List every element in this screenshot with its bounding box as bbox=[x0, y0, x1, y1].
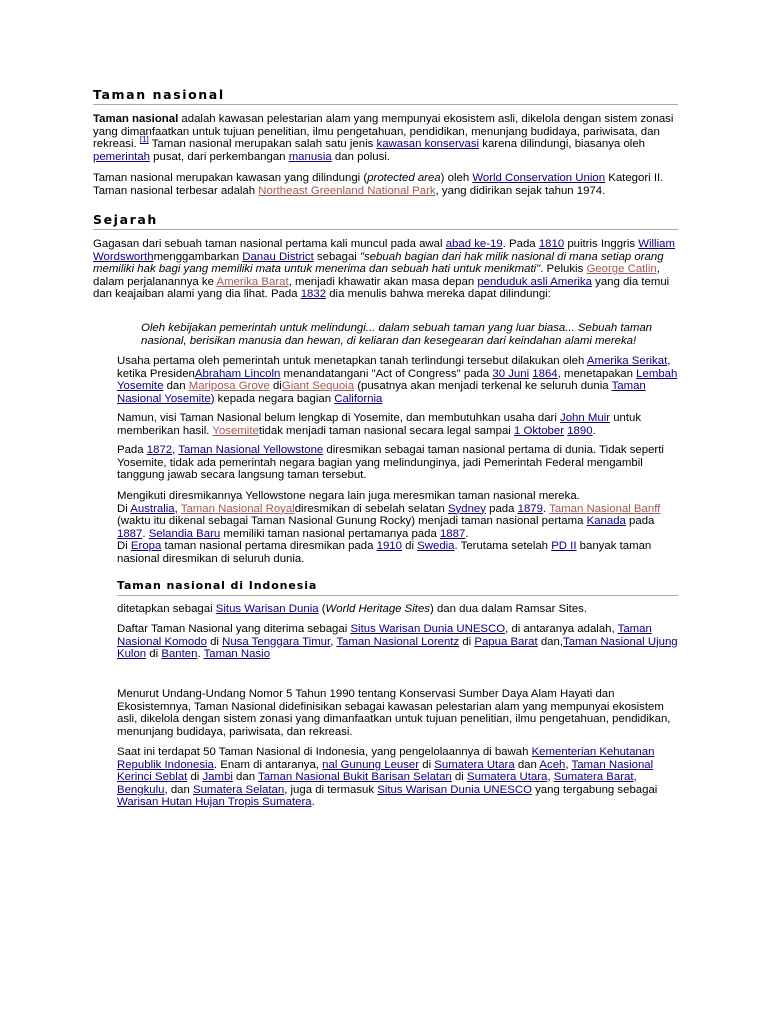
text: . Pada bbox=[502, 238, 539, 250]
link-1879[interactable]: 1879 bbox=[517, 502, 543, 515]
text: memiliki taman nasional pertamanya pada bbox=[220, 527, 440, 540]
text: karena dilindungi, biasanya oleh bbox=[479, 138, 645, 151]
link-sumatera-barat[interactable]: Sumatera Barat bbox=[553, 771, 634, 784]
link-danau-district[interactable]: Danau District bbox=[242, 250, 314, 263]
link-papua-barat[interactable]: Papua Barat bbox=[474, 635, 538, 648]
text: Gagasan dari sebuah taman nasional pertama kali muncul pada awal bbox=[93, 238, 446, 250]
italic-text: protected area bbox=[367, 172, 441, 184]
text: yang tergabung sebagai bbox=[531, 783, 658, 796]
text: , ketika Presiden bbox=[117, 355, 671, 380]
text: tidak menjadi taman nasional secara legal sampai bbox=[258, 424, 514, 437]
text: , di antaranya adalah, bbox=[505, 623, 618, 635]
text: untuk memberikan hasil. bbox=[117, 412, 642, 437]
link-mariposa-grove[interactable]: Mariposa Grove bbox=[188, 380, 270, 393]
link-situs-warisan-dunia[interactable]: Situs Warisan Dunia bbox=[215, 603, 319, 615]
link-manusia[interactable]: manusia bbox=[288, 150, 332, 163]
text: pada bbox=[485, 502, 518, 515]
link-1832[interactable]: 1832 bbox=[300, 288, 327, 301]
indonesia-paragraph-3: Menurut Undang-Undang Nomor 5 Tahun 1990 tentang Konservasi Sumber Daya Alam Hayati dan Ekosistemnya, Taman Nasional didefinisikan sebagai kawasan pelestarian alam yang mempunyai ekosistem asli, dikelola dengan sistem zonasi yang dimanfaatkan untuk tujuan penelitian, ilmu pengetahuan, pendidikan, menunjang budidaya, pariwisata, dan rekreasi. bbox=[117, 688, 671, 738]
text: Taman nasional merupakan salah satu jenis bbox=[148, 138, 377, 151]
link-1-oktober[interactable]: 1 Oktober bbox=[514, 424, 565, 437]
text: di bbox=[146, 648, 162, 661]
text: Daftar Taman Nasional yang diterima sebagai bbox=[117, 623, 351, 635]
link-george-catlin[interactable]: George Catlin bbox=[586, 263, 657, 276]
text: puitris Inggris bbox=[564, 238, 639, 250]
link-bengkulu[interactable]: Bengkulu bbox=[117, 783, 165, 796]
link-amerika-barat[interactable]: Amerika Barat bbox=[216, 275, 289, 288]
text: Di bbox=[117, 502, 131, 515]
link-california[interactable]: California bbox=[334, 392, 383, 405]
text: , dalam perjalanannya ke bbox=[93, 263, 660, 288]
link-australia[interactable]: Australia bbox=[130, 502, 175, 515]
text: Pada bbox=[117, 444, 147, 456]
link-situs-warisan-dunia-unesco[interactable]: Situs Warisan Dunia UNESCO bbox=[350, 623, 506, 635]
link-pd-ii[interactable]: PD II bbox=[551, 540, 577, 553]
text: ( bbox=[318, 603, 326, 615]
link-pemerintah[interactable]: pemerintah bbox=[93, 150, 150, 163]
link-1864[interactable]: 1864 bbox=[532, 367, 558, 380]
text: Kategori II. Taman nasional terbesar adalah bbox=[93, 172, 664, 197]
text: pada bbox=[625, 515, 655, 528]
link-sumatera-utara-a[interactable]: Sumatera Utara bbox=[434, 758, 515, 771]
text: . bbox=[465, 527, 469, 540]
link-abraham-lincoln[interactable]: Abraham Lincoln bbox=[194, 367, 281, 380]
history-paragraph-2 bbox=[117, 355, 678, 405]
link-sumatera-utara-b[interactable]: Sumatera Utara bbox=[466, 771, 548, 784]
link-sydney[interactable]: Sydney bbox=[447, 502, 486, 515]
history-paragraph-5 bbox=[117, 490, 678, 566]
link-taman-nasional-kerinci-seblat[interactable]: Taman Nasional Kerinci Seblat bbox=[117, 758, 654, 784]
link-amerika-serikat[interactable]: Amerika Serikat bbox=[586, 355, 668, 367]
link-kawasan-konservasi[interactable]: kawasan konservasi bbox=[376, 138, 480, 151]
intro-bold-term: Taman nasional bbox=[93, 113, 179, 125]
text: . Terutama setelah bbox=[454, 540, 552, 553]
link-lembah-yosemite[interactable]: Lembah Yosemite bbox=[117, 367, 678, 393]
link-swedia[interactable]: Swedia bbox=[417, 540, 455, 553]
italic-text: World Heritage Sites bbox=[325, 603, 430, 615]
text: yang dia temui dan keajaiban alami yang dia lihat. Pada bbox=[93, 275, 670, 301]
indonesia-paragraph-4 bbox=[117, 746, 678, 809]
text: , bbox=[330, 635, 337, 648]
text: di bbox=[419, 758, 435, 771]
link-30-juni[interactable]: 30 Juni bbox=[492, 367, 530, 380]
link-1887-b[interactable]: 1887 bbox=[439, 527, 466, 540]
iucn-paragraph bbox=[93, 172, 678, 197]
text: . bbox=[311, 796, 315, 809]
section-heading-sejarah: Sejarah bbox=[93, 214, 678, 230]
link-taman-nasional-lorentz[interactable]: Taman Nasional Lorentz bbox=[336, 635, 460, 648]
reference-link[interactable]: [1] bbox=[139, 135, 149, 145]
catlin-quote: Oleh kebijakan pemerintah untuk melindungi... dalam sebuah taman yang luar biasa... Sebuah taman nasional, berisikan manusia dan hewan, di keliaran dan kesegearan dari keindahan alami mereka! bbox=[141, 322, 652, 347]
link-sumatera-selatan[interactable]: Sumatera Selatan bbox=[193, 783, 285, 796]
text: ditetapkan sebagai bbox=[117, 603, 216, 615]
text: Saat ini terdapat 50 Taman Nasional di Indonesia, yang pengelolaannya di bawah bbox=[117, 746, 532, 758]
link-nal-gunung-leuser[interactable]: nal Gunung Leuser bbox=[322, 758, 420, 771]
history-paragraph-1 bbox=[93, 238, 678, 301]
text: menggambarkan bbox=[153, 250, 243, 263]
text: ) dan dua dalam Ramsar Sites. bbox=[430, 603, 588, 615]
text: dan bbox=[232, 771, 259, 784]
link-kementerian-kehutanan[interactable]: Kementerian Kehutanan Republik Indonesia bbox=[117, 746, 655, 771]
link-jambi[interactable]: Jambi bbox=[202, 771, 233, 784]
text: di bbox=[187, 771, 203, 784]
text: . bbox=[542, 502, 550, 515]
link-warisan-hutan-hujan-tropis-sumatera[interactable]: Warisan Hutan Hujan Tropis Sumatera bbox=[117, 796, 312, 809]
text: . Pelukis bbox=[540, 263, 587, 276]
intro-paragraph bbox=[93, 113, 678, 163]
text: , menetapakan bbox=[557, 367, 637, 380]
indonesia-paragraph-2 bbox=[117, 623, 678, 661]
link-taman-nasional-komodo[interactable]: Taman Nasional Komodo bbox=[117, 623, 652, 648]
text: , bbox=[633, 771, 637, 784]
text: (pusatnya akan menjadi terkenal ke seluruh dunia bbox=[354, 380, 612, 393]
text: (waktu itu dikenal sebagai Taman Nasional Gunung Rocky) menjadi taman nasional pertama bbox=[117, 515, 587, 528]
text: taman nasional pertama diresmikan pada bbox=[161, 540, 377, 553]
section-heading-indonesia: Taman nasional di Indonesia bbox=[117, 580, 678, 596]
text: Namun, visi Taman Nasional belum lengkap di Yosemite, dan membutuhkan usaha dari bbox=[117, 412, 561, 424]
link-yosemite[interactable]: Yosemite bbox=[212, 424, 259, 437]
text: banyak taman nasional diresmikan di seluruh dunia. bbox=[117, 540, 652, 565]
text: adalah kawasan pelestarian alam yang mempunyai ekosistem asli, dikelola dengan sistem zonasi yang dimanfaatkan untuk tujuan penelitian, ilmu pengetahuan, pendidikan, menunjang budidaya, pariwisata, dan rekreasi. bbox=[93, 113, 674, 151]
link-aceh[interactable]: Aceh bbox=[539, 758, 566, 771]
text: , dan bbox=[164, 783, 193, 796]
link-taman-nasional-yellowstone[interactable]: Taman Nasional Yellowstone bbox=[178, 444, 324, 456]
link-taman-nasio[interactable]: Taman Nasio bbox=[203, 648, 271, 661]
link-kanada[interactable]: Kanada bbox=[586, 515, 626, 528]
link-eropa[interactable]: Eropa bbox=[130, 540, 162, 553]
text: , bbox=[547, 771, 554, 784]
link-taman-nasional-yosemite[interactable]: Taman Nasional Yosemite bbox=[117, 380, 646, 405]
link-taman-nasional-bukit-barisan-selatan[interactable]: Taman Nasional Bukit Barisan Selatan bbox=[258, 771, 452, 784]
link-1872[interactable]: 1872 bbox=[146, 444, 173, 456]
link-1887-a[interactable]: 1887 bbox=[117, 527, 143, 540]
text: menandatangani "Act of Congress" pada bbox=[280, 367, 493, 380]
link-1910[interactable]: 1910 bbox=[376, 540, 402, 553]
text: Mengikuti diresmikannya Yellowstone negara lain juga meresmikan taman nasional mereka. bbox=[117, 490, 580, 502]
link-john-muir[interactable]: John Muir bbox=[560, 412, 611, 424]
link-1890[interactable]: 1890 bbox=[567, 424, 593, 437]
text: dan bbox=[514, 758, 540, 771]
text: , juga di termasuk bbox=[284, 783, 378, 796]
text: Taman nasional merupakan kawasan yang dilindungi ( bbox=[93, 172, 368, 184]
text: dan, bbox=[537, 635, 564, 648]
link-taman-nasional-banff[interactable]: Taman Nasional Banff bbox=[549, 502, 661, 515]
text: . bbox=[142, 527, 149, 540]
text: Usaha pertama oleh pemerintah untuk menetapkan tanah terlindungi tersebut dilakukan oleh bbox=[117, 355, 587, 367]
text: sebagai bbox=[313, 250, 360, 263]
link-william-wordsworth[interactable]: William Wordsworth bbox=[93, 238, 675, 263]
text: dia menulis bahwa mereka dapat dilindungi: bbox=[326, 288, 551, 301]
link-giant-sequoia[interactable]: Giant Sequoia bbox=[281, 380, 355, 393]
text: dan polusi. bbox=[331, 150, 391, 163]
text: , yang didirikan sejak tahun 1974. bbox=[435, 184, 606, 197]
section-heading-taman-nasional: Taman nasional bbox=[93, 89, 678, 105]
text: . bbox=[592, 424, 596, 437]
text: diresmikan sebagai taman nasional pertama di dunia. Tidak seperti Yosemite, tidak ada pemerintah negara bagian yang melindunginya, jadi Pemerintah Federal mengambil tanggung jawab secara langsung taman tersebut. bbox=[117, 444, 664, 482]
text: ) oleh bbox=[440, 172, 473, 184]
text: , bbox=[565, 758, 572, 771]
text: ) kepada negara bagian bbox=[210, 392, 335, 405]
text: . bbox=[197, 648, 204, 661]
link-abad-ke-19[interactable]: abad ke-19 bbox=[445, 238, 503, 250]
text: , menjadi khawatir akan masa depan bbox=[288, 275, 478, 288]
text: di bbox=[459, 635, 475, 648]
history-paragraph-4 bbox=[117, 444, 678, 482]
link-northeast-greenland[interactable]: Northeast Greenland National Park bbox=[258, 184, 436, 197]
link-nusa-tenggara-timur[interactable]: Nusa Tenggara Timur bbox=[222, 635, 331, 648]
text: , bbox=[172, 444, 179, 456]
link-taman-nasional-royal[interactable]: Taman Nasional Royal bbox=[180, 502, 295, 515]
link-banten[interactable]: Banten bbox=[161, 648, 198, 661]
text: di bbox=[269, 380, 282, 393]
link-situs-warisan-dunia-unesco-2[interactable]: Situs Warisan Dunia UNESCO bbox=[377, 783, 532, 796]
text: pusat, dari perkembangan bbox=[150, 150, 289, 163]
text: . Enam di antaranya, bbox=[213, 758, 323, 771]
italic-quote-wordsworth: "sebuah bagian dari hak milik nasional di mana setiap orang memiliki hak bagi yang memiliki mata untuk menerima dan sebuah hati untuk menikmati" bbox=[93, 250, 664, 276]
text: diresmikan di sebelah selatan bbox=[294, 502, 448, 515]
link-penduduk-asli-amerika[interactable]: penduduk asli Amerika bbox=[477, 275, 592, 288]
link-world-conservation-union[interactable]: World Conservation Union bbox=[472, 172, 606, 184]
text: di bbox=[401, 540, 418, 553]
history-paragraph-3 bbox=[117, 412, 678, 437]
text: Di bbox=[117, 540, 131, 553]
link-selandia-baru[interactable]: Selandia Baru bbox=[148, 527, 221, 540]
link-taman-nasional-ujung-kulon[interactable]: Taman Nasional Ujung Kulon bbox=[117, 635, 678, 661]
text: dan bbox=[163, 380, 189, 393]
text: , bbox=[174, 502, 181, 515]
indonesia-paragraph-1 bbox=[117, 603, 678, 616]
text: di bbox=[206, 635, 223, 648]
link-1810[interactable]: 1810 bbox=[538, 238, 565, 250]
text: di bbox=[451, 771, 467, 784]
